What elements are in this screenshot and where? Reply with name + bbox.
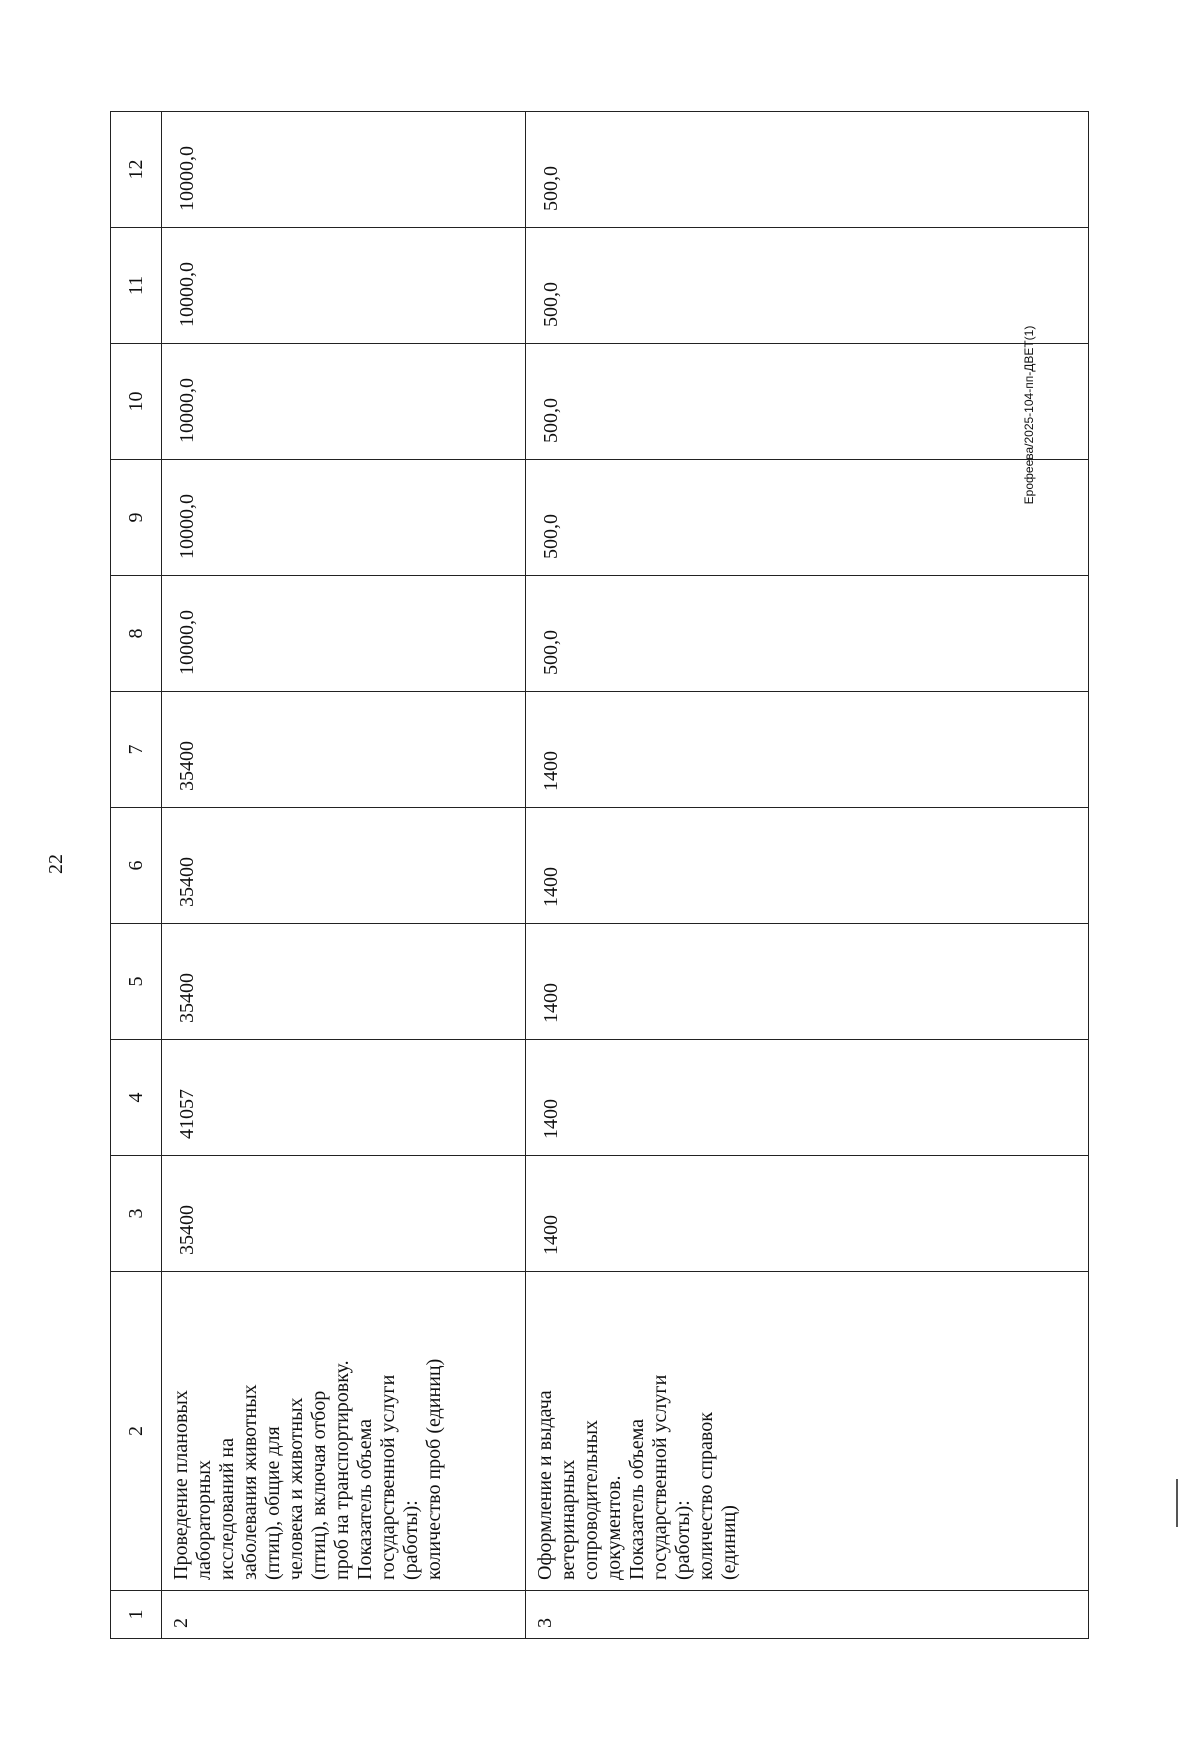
table-cell: 41057 [162,1040,526,1156]
table-cell: 10000,0 [162,460,526,576]
table-cell: 500,0 [526,228,1089,344]
table-cell: 35400 [162,808,526,924]
document-footer-id: Ерофеева/2025-104-пп-ДВЕТ(1) [1022,325,1036,505]
table-cell: 35400 [162,1156,526,1272]
table-row [526,112,1089,1639]
table-cell: 10000,0 [162,576,526,692]
column-header: 4 [111,1040,162,1156]
data-table-container [110,112,1089,1639]
table-cell: 1400 [526,808,1089,924]
column-header: 2 [111,1272,162,1591]
row-number: 3 [526,1591,1089,1639]
data-table [110,111,1089,1639]
column-header: 5 [111,924,162,1040]
row-description: Оформление и выдача ветеринарных сопроводительных документов. Показатель объема государственной услуги (работы): количество справок (единиц) [526,1272,1089,1591]
column-header: 1 [111,1591,162,1639]
column-header: 6 [111,808,162,924]
column-header: 7 [111,692,162,808]
table-cell: 1400 [526,924,1089,1040]
table-cell: 1400 [526,692,1089,808]
table-cell: 500,0 [526,460,1089,576]
row-number: 2 [162,1591,526,1639]
table-cell: 500,0 [526,576,1089,692]
table-cell: 10000,0 [162,112,526,228]
table-header-row [111,112,162,1639]
table-cell: 35400 [162,692,526,808]
margin-mark [1176,1479,1178,1527]
table-cell: 1400 [526,1156,1089,1272]
column-header: 9 [111,460,162,576]
page-number: 22 [45,854,67,874]
table-cell: 10000,0 [162,228,526,344]
table-cell: 500,0 [526,112,1089,228]
row-description: Проведение плановых лабораторных исследований на заболевания животных (птиц), общие для человека и животных (птиц), включая отбор проб на транспортировку. Показатель объема государственной услуги (работы): количество проб (единиц) [162,1272,526,1591]
column-header: 10 [111,344,162,460]
column-header: 11 [111,228,162,344]
table-cell: 500,0 [526,344,1089,460]
column-header: 8 [111,576,162,692]
table-cell: 10000,0 [162,344,526,460]
table-cell: 1400 [526,1040,1089,1156]
table-cell: 35400 [162,924,526,1040]
table-row [162,112,526,1639]
column-header: 3 [111,1156,162,1272]
column-header: 12 [111,112,162,228]
